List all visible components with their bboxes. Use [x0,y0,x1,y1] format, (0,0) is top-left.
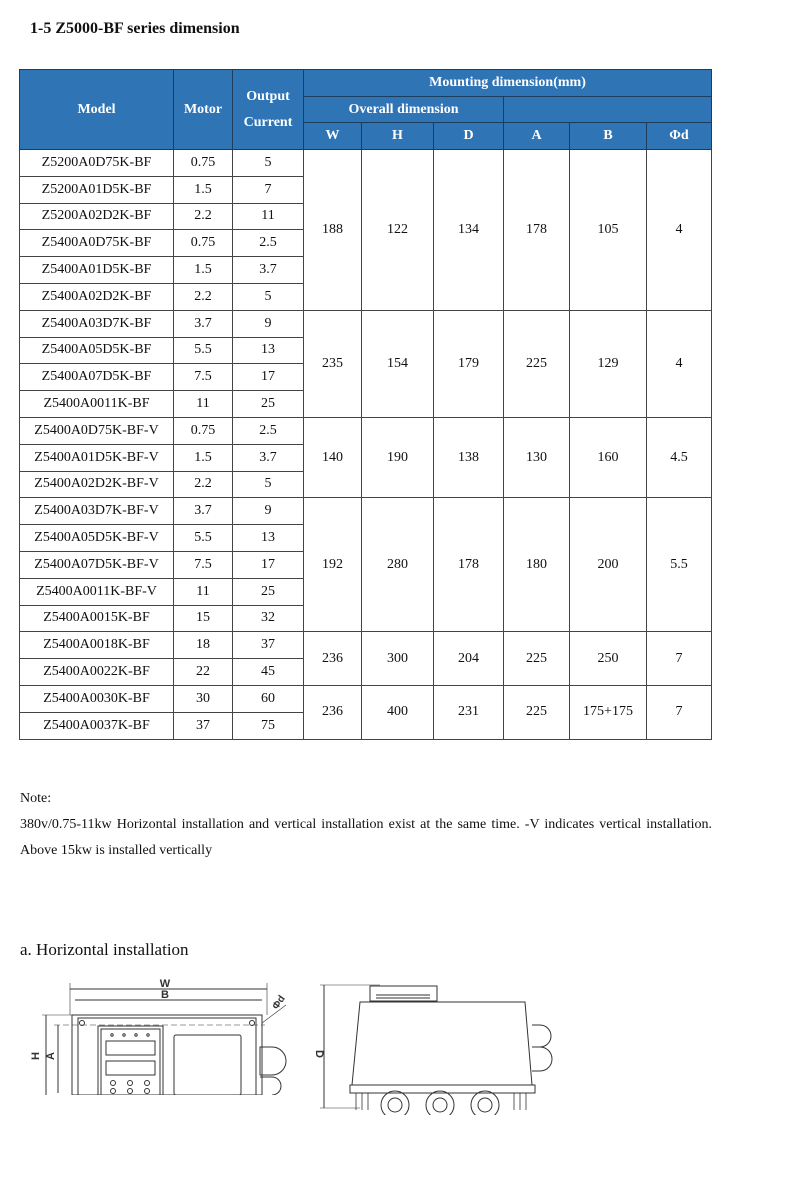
cell-model: Z5400A0030K-BF [20,685,174,712]
cell-motor: 5.5 [174,525,233,552]
cell-motor: 3.7 [174,310,233,337]
table-row [20,150,712,177]
w-label: W [159,978,171,990]
note-block [20,786,712,864]
cell-phi-d: 7 [647,685,712,739]
cell-W: 192 [304,498,362,632]
cell-motor: 1.5 [174,257,233,284]
cell-model: Z5400A03D7K-BF [20,310,174,337]
cover-window [174,1035,241,1095]
cell-output-current: 25 [233,578,304,605]
cell-output-current: 9 [233,310,304,337]
cable-gland [260,1047,286,1075]
cell-motor: 0.75 [174,417,233,444]
cell-H: 154 [362,310,434,417]
cell-motor: 11 [174,578,233,605]
cell-output-current: 9 [233,498,304,525]
cell-output-current: 7 [233,176,304,203]
cell-output-current: 2.5 [233,417,304,444]
cell-output-current: 2.5 [233,230,304,257]
cell-D: 178 [434,498,504,632]
cell-W: 235 [304,310,362,417]
header-a: A [504,123,570,150]
cell-output-current: 17 [233,364,304,391]
table-row [20,632,712,659]
cell-W: 188 [304,150,362,311]
d-label: D [313,1050,325,1058]
cell-A: 178 [504,150,570,311]
cell-model: Z5400A05D5K-BF-V [20,525,174,552]
cell-model: Z5400A07D5K-BF [20,364,174,391]
cell-B: 200 [570,498,647,632]
cell-model: Z5200A0D75K-BF [20,150,174,177]
cell-D: 179 [434,310,504,417]
cell-H: 300 [362,632,434,686]
cell-W: 236 [304,685,362,739]
table-row [20,417,712,444]
header-overall-dimension: Overall dimension [304,97,504,123]
cell-motor: 1.5 [174,444,233,471]
cell-output-current: 13 [233,337,304,364]
cell-motor: 3.7 [174,498,233,525]
top-connector [370,986,437,1001]
cell-H: 280 [362,498,434,632]
cell-motor: 2.2 [174,283,233,310]
cell-B: 250 [570,632,647,686]
header-d: D [434,123,504,150]
cell-B: 129 [570,310,647,417]
cell-motor: 5.5 [174,337,233,364]
table-row [20,685,712,712]
table-body [20,150,712,740]
cell-motor: 2.2 [174,203,233,230]
header-h: H [362,123,434,150]
cell-phi-d: 5.5 [647,498,712,632]
cell-H: 400 [362,685,434,739]
cell-B: 175+175 [570,685,647,739]
cell-model: Z5400A07D5K-BF-V [20,551,174,578]
cell-output-current: 3.7 [233,257,304,284]
cell-D: 134 [434,150,504,311]
cell-W: 140 [304,417,362,497]
cell-motor: 15 [174,605,233,632]
cell-model: Z5400A0D75K-BF [20,230,174,257]
cell-motor: 1.5 [174,176,233,203]
cell-model: Z5400A0015K-BF [20,605,174,632]
header-phi-d: Φd [647,123,712,150]
header-w: W [304,123,362,150]
b-label: B [161,989,169,1001]
cell-motor: 30 [174,685,233,712]
fan-1 [381,1091,409,1115]
cell-output-current: 37 [233,632,304,659]
cell-H: 190 [362,417,434,497]
header-output-current [233,70,304,150]
phi-d-label: Φd [270,993,288,1012]
note-text: 380v/0.75-11kw Horizontal installation and vertical installation exist at the same time. -V indicates vertical installation. Above 15kw is installed vertically [20,817,712,858]
cell-model: Z5400A02D2K-BF [20,283,174,310]
cell-motor: 22 [174,659,233,686]
cell-output-current: 5 [233,283,304,310]
a-label: A [45,1052,57,1060]
cell-model: Z5400A02D2K-BF-V [20,471,174,498]
cell-phi-d: 4 [647,310,712,417]
cell-output-current: 60 [233,685,304,712]
cell-motor: 2.2 [174,471,233,498]
cell-output-current: 45 [233,659,304,686]
cell-output-current: 5 [233,150,304,177]
cell-phi-d: 4 [647,150,712,311]
cell-output-current: 5 [233,471,304,498]
cell-B: 160 [570,417,647,497]
cell-motor: 11 [174,391,233,418]
cell-phi-d: 7 [647,632,712,686]
cell-A: 225 [504,310,570,417]
cell-A: 225 [504,632,570,686]
dimension-table [19,69,712,740]
cell-model: Z5400A0018K-BF [20,632,174,659]
cell-W: 236 [304,632,362,686]
cell-motor: 18 [174,632,233,659]
note-label: Note: [20,791,52,806]
body-outline [352,1002,532,1085]
cell-phi-d: 4.5 [647,417,712,497]
cell-motor: 37 [174,712,233,739]
base-plate [350,1085,535,1093]
cell-output-current: 25 [233,391,304,418]
table-row [20,310,712,337]
h-label: H [30,1052,42,1060]
cell-model: Z5400A0037K-BF [20,712,174,739]
cell-output-current: 75 [233,712,304,739]
cell-output-current: 32 [233,605,304,632]
cell-model: Z5400A03D7K-BF-V [20,498,174,525]
cell-A: 130 [504,417,570,497]
cell-model: Z5400A0022K-BF [20,659,174,686]
cell-model: Z5400A05D5K-BF [20,337,174,364]
cell-output-current: 3.7 [233,444,304,471]
cell-model: Z5200A02D2K-BF [20,203,174,230]
horizontal-installation-heading: a. Horizontal installation [20,940,189,959]
cell-model: Z5200A01D5K-BF [20,176,174,203]
front-view-drawing [30,975,290,1095]
cell-output-current: 11 [233,203,304,230]
cell-motor: 7.5 [174,364,233,391]
cell-D: 138 [434,417,504,497]
header-b: B [570,123,647,150]
header-mounting-dimension: Mounting dimension(mm) [304,70,712,97]
header-output-current-line1: Output [246,88,290,104]
cell-motor: 0.75 [174,230,233,257]
cell-H: 122 [362,150,434,311]
fan-2 [426,1091,454,1115]
cell-model: Z5400A0D75K-BF-V [20,417,174,444]
cell-output-current: 17 [233,551,304,578]
table-row [20,498,712,525]
cell-D: 231 [434,685,504,739]
section-title: 1-5 Z5000-BF series dimension [30,20,240,37]
cell-A: 180 [504,498,570,632]
header-output-current-line2: Current [243,114,293,130]
header-blank [504,97,712,123]
cell-model: Z5400A0011K-BF [20,391,174,418]
cell-D: 204 [434,632,504,686]
cell-model: Z5400A01D5K-BF [20,257,174,284]
cell-output-current: 13 [233,525,304,552]
cell-A: 225 [504,685,570,739]
header-model: Model [20,70,174,150]
fan-3 [471,1091,499,1115]
header-motor: Motor [174,70,233,150]
cell-motor: 7.5 [174,551,233,578]
cell-motor: 0.75 [174,150,233,177]
cell-model: Z5400A0011K-BF-V [20,578,174,605]
cell-B: 105 [570,150,647,311]
side-view-drawing [310,975,570,1115]
cell-model: Z5400A01D5K-BF-V [20,444,174,471]
